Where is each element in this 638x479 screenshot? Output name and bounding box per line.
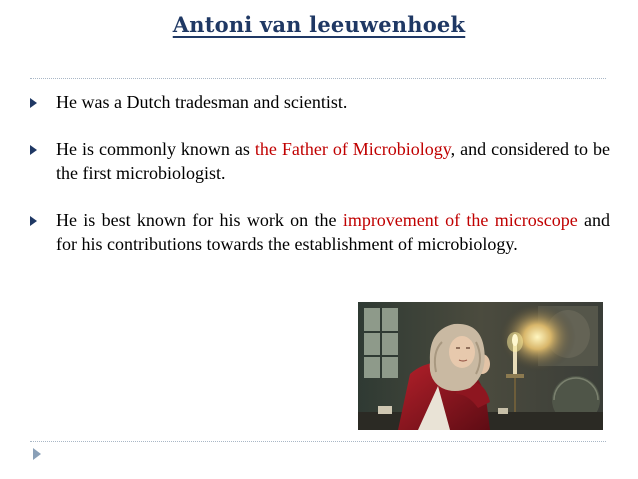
bullet-text-after: and for his contributions towards the establishment of microbiology. — [56, 210, 610, 254]
bullet-text-after: , and considered to be the first microbiologist. — [56, 139, 610, 183]
bottom-divider — [30, 441, 606, 442]
bullet-text: He was a Dutch tradesman and scientist. — [56, 92, 348, 112]
bullet-text: He is best known for his work on the — [56, 210, 343, 230]
bullet-list — [28, 90, 610, 279]
bullet-arrow-icon — [30, 98, 37, 108]
bullet-arrow-icon — [30, 145, 37, 155]
bullet-text: He is commonly known as — [56, 139, 255, 159]
bullet-highlight: improvement of the microscope — [342, 210, 578, 230]
top-divider — [30, 78, 606, 79]
bullet-item — [28, 137, 610, 185]
bullet-item — [28, 208, 610, 256]
leeuwenhoek-portrait-image — [358, 302, 603, 430]
slide-title — [0, 12, 638, 37]
bullet-arrow-icon — [30, 216, 37, 226]
triangle-right-icon[interactable] — [33, 448, 41, 460]
bullet-highlight: the Father of Microbiology — [254, 139, 451, 159]
slide-title-text: Antoni van leeuwenhoek — [172, 12, 466, 37]
bullet-item — [28, 90, 610, 114]
